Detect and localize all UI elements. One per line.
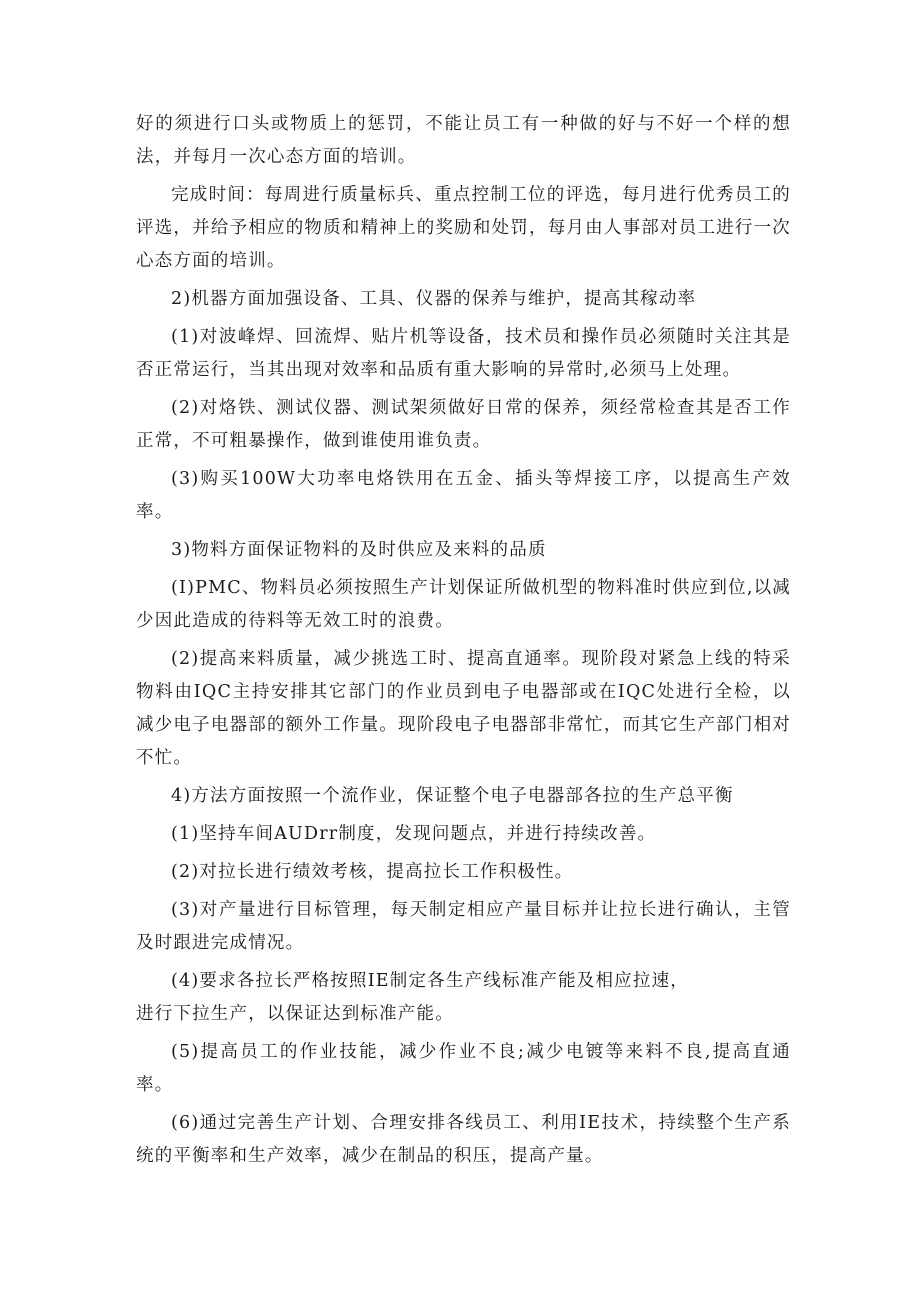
paragraph: 进行下拉生产，以保证达到标准产能。 <box>136 1004 454 1024</box>
paragraph: 好的须进行口头或物质上的惩罚，不能让员工有一种做的好与不好一个样的想法，并每月一次心态方面的培训。 <box>136 114 791 167</box>
paragraph: (2)对烙铁、测试仪器、测试架须做好日常的保养，须经常检查其是否工作正常，不可粗暴操作，做到谁使用谁负责。 <box>136 398 791 451</box>
section-heading: 3)物料方面保证物料的及时供应及来料的品质 <box>171 540 547 560</box>
paragraph: (2)提高来料质量，减少挑选工时、提高直通率。现阶段对紧急上线的特采物料由IQC主持安排其它部门的作业员到电子电器部或在IQC处进行全检，以减少电子电器部的额外工作量。现阶段电子电器部非常忙，而其它生产部门相对不忙。 <box>136 649 791 768</box>
paragraph: (3)购买100W大功率电烙铁用在五金、插头等焊接工序，以提高生产效率。 <box>136 469 791 522</box>
paragraph: (I)PMC、物料员必须按照生产计划保证所做机型的物料准时供应到位,以减少因此造成的待料等无效工时的浪费。 <box>136 578 791 631</box>
paragraph: (1)对波峰焊、回流焊、贴片机等设备，技术员和操作员必须随时关注其是否正常运行，当其出现对效率和品质有重大影响的异常时,必须马上处理。 <box>136 327 791 380</box>
paragraph: (1)坚持车间AUDrr制度，发现问题点，并进行持续改善。 <box>171 824 657 844</box>
paragraph: (6)通过完善生产计划、合理安排各线员工、利用IE技术，持续整个生产系统的平衡率和生产效率，减少在制品的积压，提高产量。 <box>136 1113 791 1166</box>
paragraph: 完成时间：每周进行质量标兵、重点控制工位的评选，每月进行优秀员工的评选，并给予相应的物质和精神上的奖励和处罚，每月由人事部对员工进行一次心态方面的培训。 <box>136 185 791 271</box>
paragraph: (3)对产量进行目标管理，每天制定相应产量目标并让拉长进行确认，主管及时跟进完成情况。 <box>136 900 791 953</box>
paragraph: (2)对拉长进行绩效考核，提高拉长工作积极性。 <box>171 862 574 882</box>
paragraph: (4)要求各拉长严格按照IE制定各生产线标准产能及相应拉速， <box>171 971 689 991</box>
paragraph: (5)提高员工的作业技能，减少作业不良;减少电镀等来料不良,提高直通率。 <box>136 1042 791 1095</box>
section-heading: 2)机器方面加强设备、工具、仪器的保养与维护，提高其稼动率 <box>171 289 697 309</box>
document-body <box>136 108 791 1178</box>
section-heading: 4)方法方面按照一个流作业，保证整个电子电器部各拉的生产总平衡 <box>171 786 734 806</box>
